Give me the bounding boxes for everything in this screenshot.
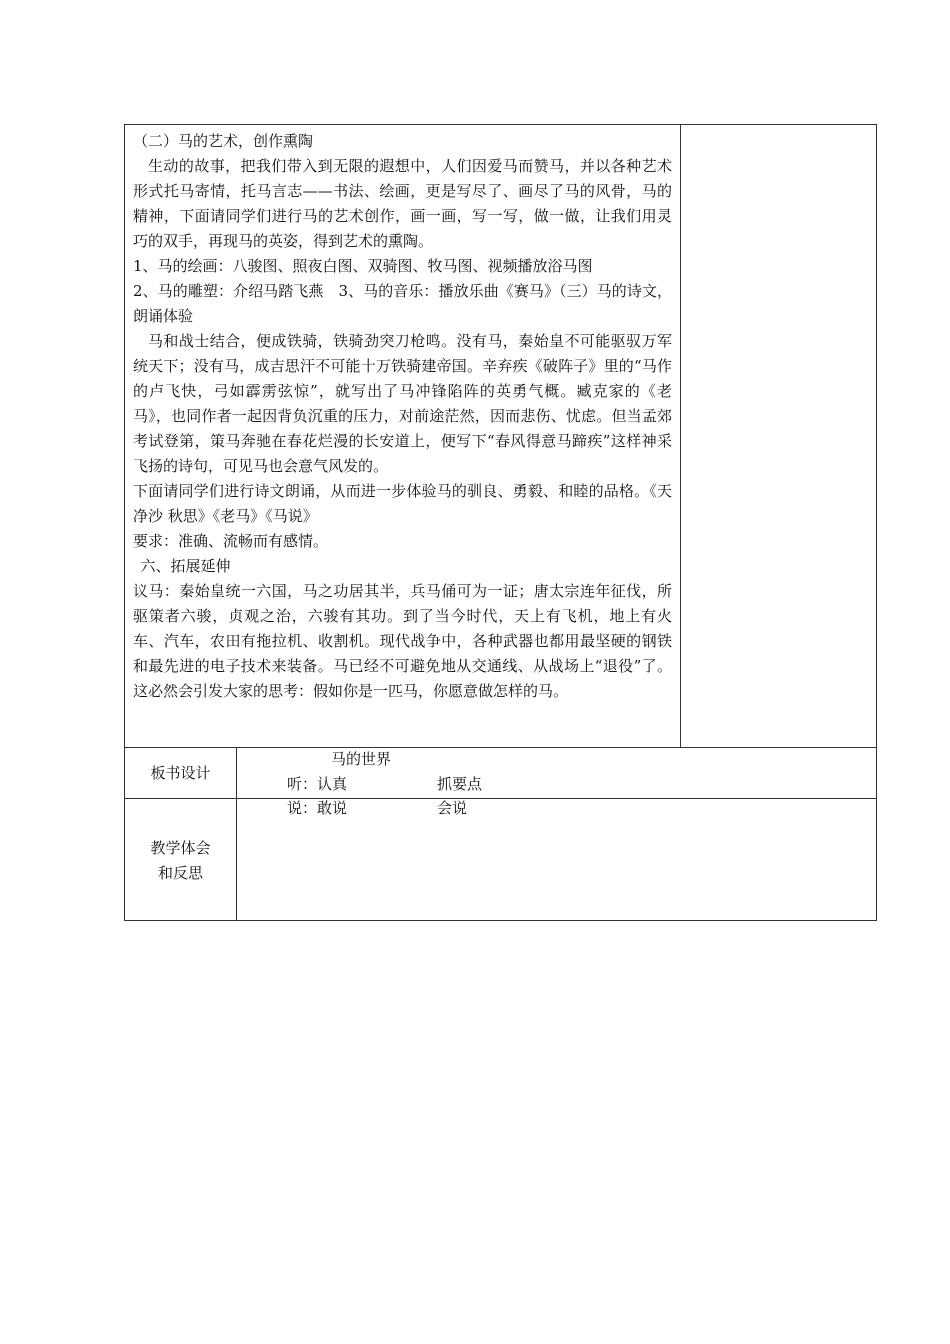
poetry-requirement: 要求：准确、流畅而有感情。: [133, 532, 329, 550]
notes-cell: [681, 125, 877, 748]
board-can-speak: 会说: [437, 799, 468, 817]
lesson-plan-table: [124, 124, 877, 921]
reflection-label-line1: 教学体会: [150, 839, 211, 857]
teaching-content-cell: [125, 125, 681, 748]
board-speak: 说：敢说: [287, 799, 348, 817]
section-art-heading: （二）马的艺术，创作熏陶: [133, 132, 314, 150]
reflection-label-line2: 和反思: [157, 864, 203, 882]
board-design-label: 板书设计: [125, 748, 237, 799]
board-listen: 听：认真: [287, 775, 348, 793]
board-key-points: 抓要点: [437, 775, 483, 793]
board-design-content: [237, 748, 877, 817]
art-item-sculpture-music: 2、马的雕塑：介绍马踏飞燕 3、马的音乐：播放乐曲《赛马》（三）马的诗文，朗诵体验: [133, 282, 673, 325]
reflection-label: [125, 799, 237, 921]
poetry-task: 下面请同学们进行诗文朗诵，从而进一步体验马的驯良、勇毅、和睦的品格。《天净沙 秋思》《老马》《马说》: [133, 482, 673, 525]
section-extend-heading: 六、拓展延伸: [140, 557, 231, 575]
section-extend-body: 议马：秦始皇统一六国，马之功居其半，兵马俑可为一证；唐太宗连年征伐，所驱策者六骏，贞观之治，六骏有其功。到了当今时代，天上有飞机，地上有火车、汽车，农田有拖拉机、收割机。现代战争中，各种武器也都用最坚硬的钢铁和最先进的电子技术来装备。马已经不可避免地从交通线、从战场上“退役”了。这必然会引发大家的思考：假如你是一匹马，你愿意做怎样的马。: [133, 582, 673, 700]
reflection-row: [125, 799, 877, 921]
section-art-intro: 生动的故事，把我们带入到无限的遐想中，人们因爱马而赞马，并以各种艺术形式托马寄情，托马言志——书法、绘画，更是写尽了、画尽了马的风骨，马的精神，下面请同学们进行马的艺术创作，画一画，写一写，做一做，让我们用灵巧的双手，再现马的英姿，得到艺术的熏陶。: [133, 157, 673, 250]
teaching-process-row: [125, 125, 877, 748]
art-item-painting: 1、马的绘画：八骏图、照夜白图、双骑图、牧马图、视频播放浴马图: [133, 257, 593, 275]
poetry-paragraph: 马和战士结合，便成铁骑，铁骑劲突刀枪鸣。没有马，秦始皇不可能驱驭万军统天下；没有马，成吉思汗不可能十万铁骑建帝国。辛弃疾《破阵子》里的“马作的卢飞快，弓如霹雳弦惊”，就写出了马冲锋陷阵的英勇气概。臧克家的《老马》，也同作者一起因背负沉重的压力，对前途茫然，因而悲伤、忧虑。但当孟郊考试登第，策马奔驰在春花烂漫的长安道上，便写下“春风得意马蹄疾”这样神采飞扬的诗句，可见马也会意气风发的。: [133, 332, 673, 475]
board-design-row: [125, 748, 877, 799]
lesson-plan-sheet: [124, 124, 876, 921]
board-title: 马的世界: [331, 750, 392, 768]
